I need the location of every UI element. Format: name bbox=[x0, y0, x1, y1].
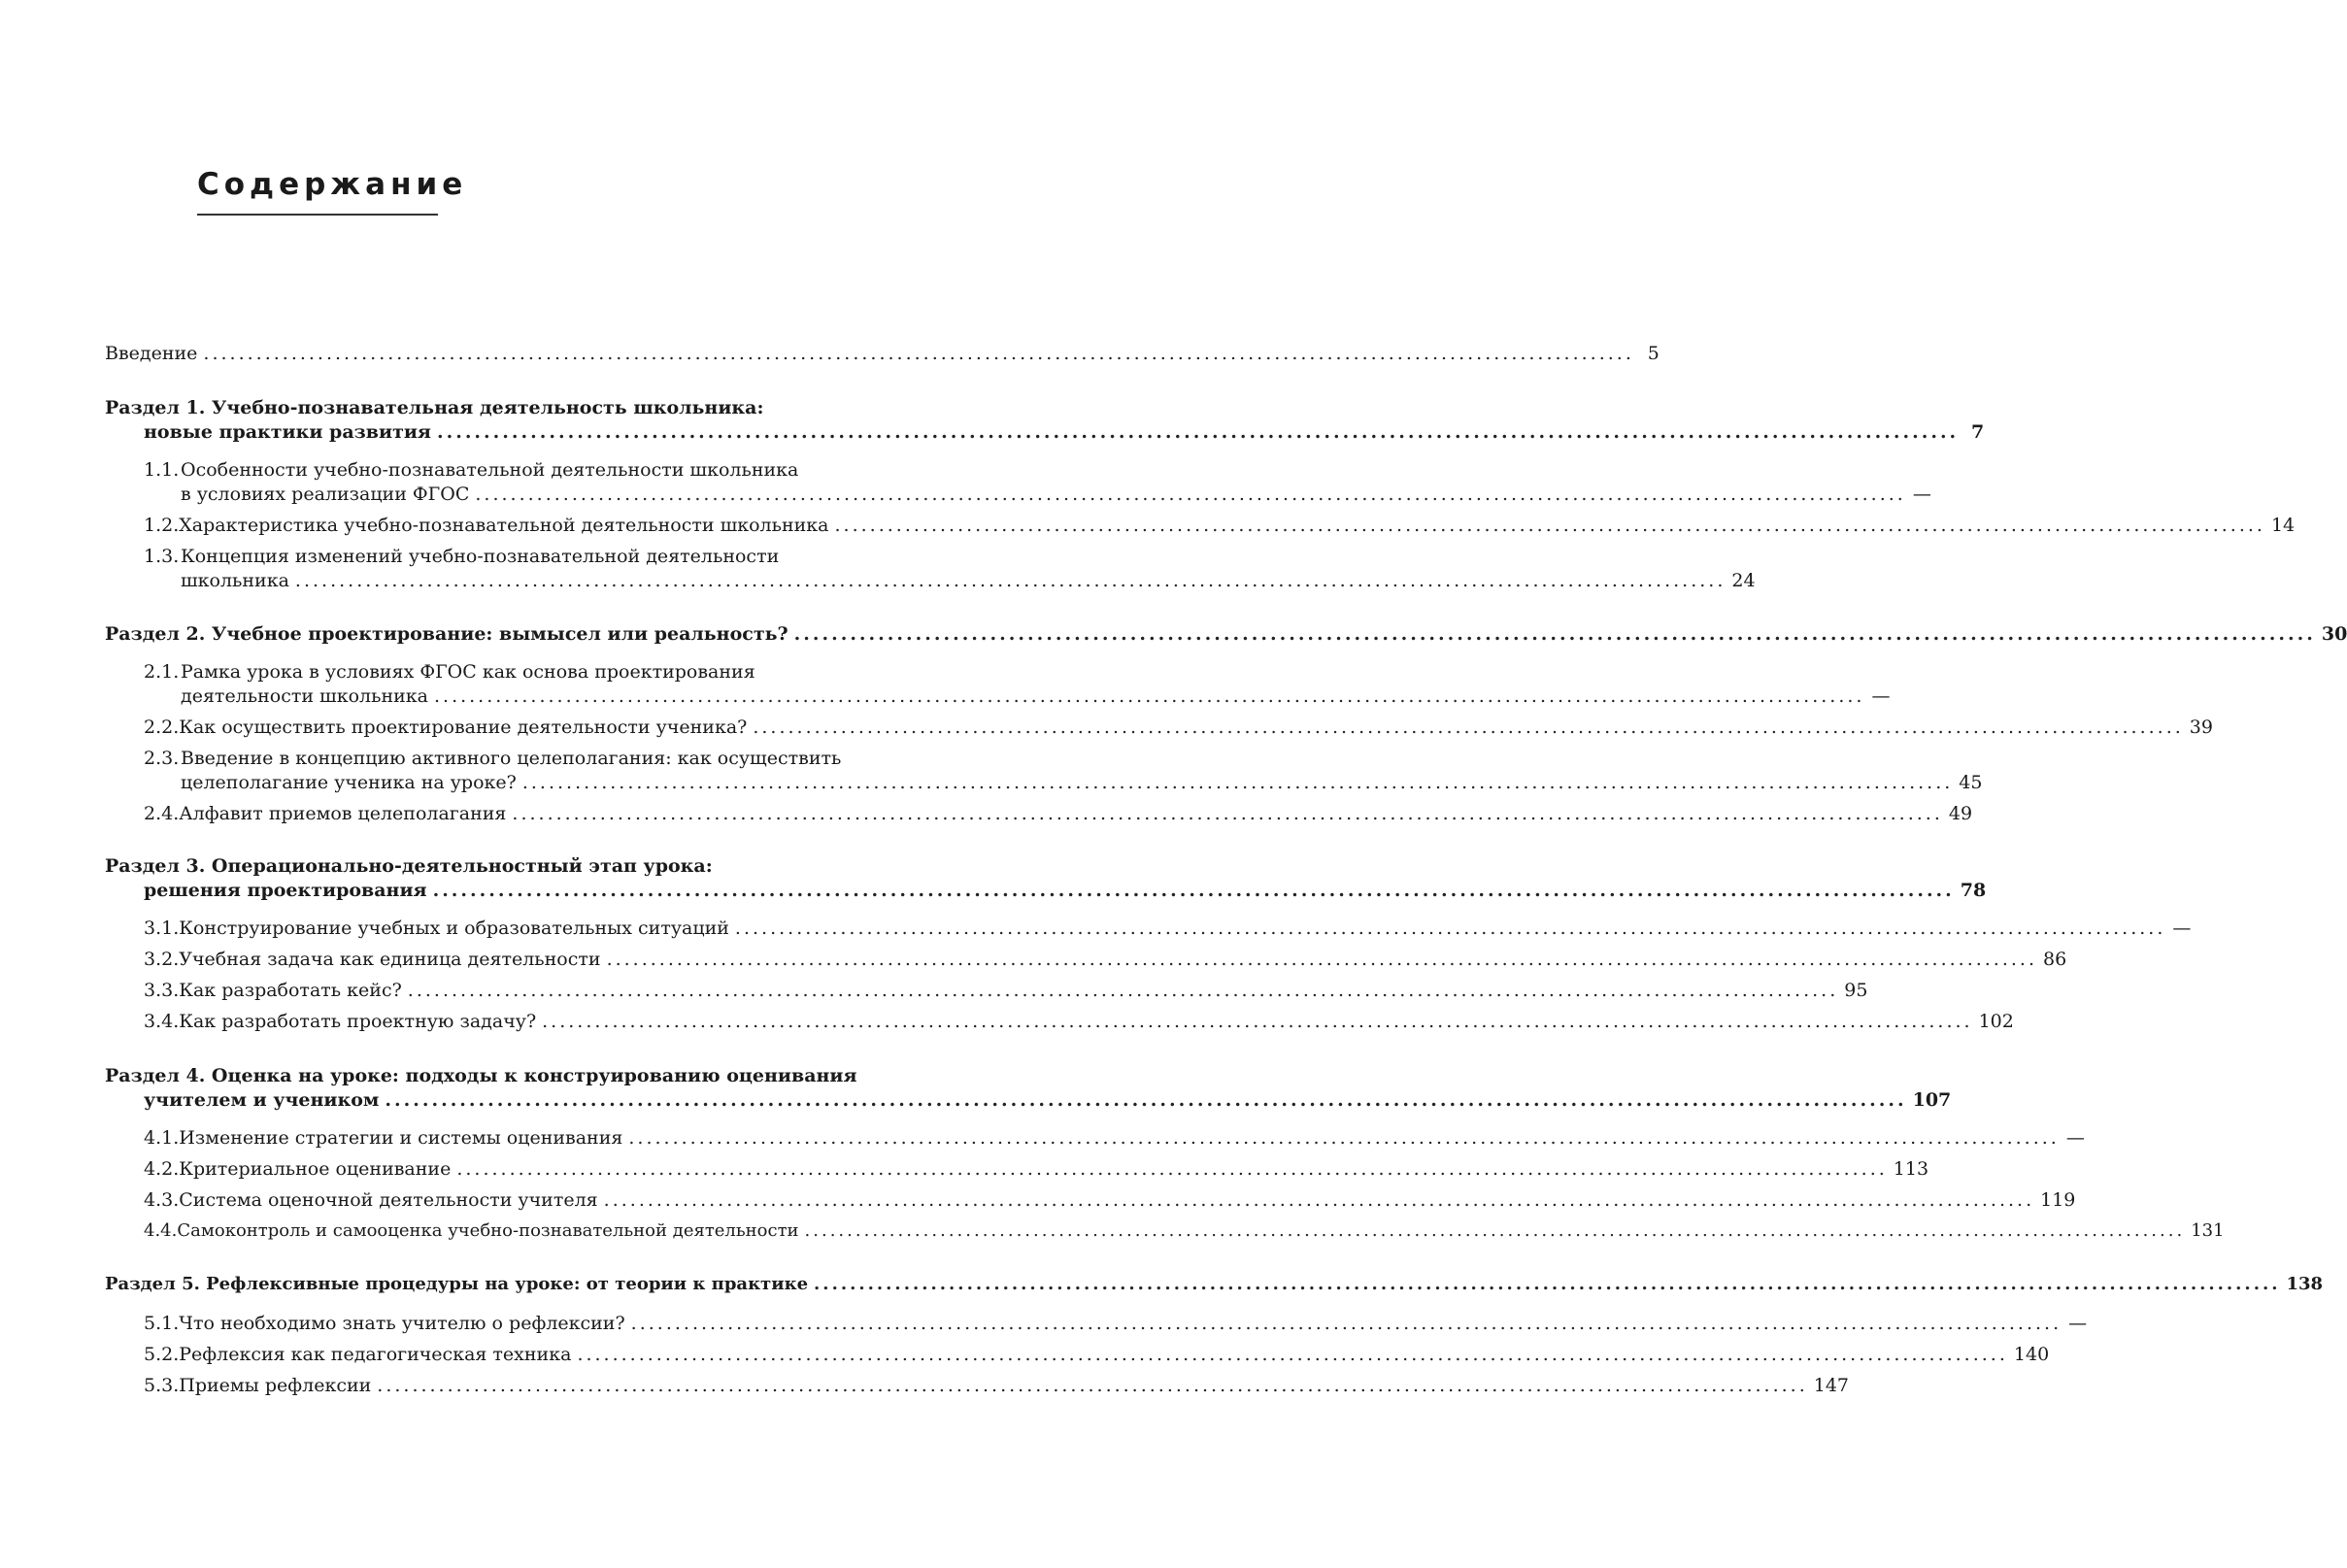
toc-entry-1-3[interactable] bbox=[181, 569, 1756, 592]
entry-label: Изменение стратегии и системы оценивания bbox=[179, 1127, 623, 1149]
toc-entry-introduction[interactable] bbox=[105, 342, 1660, 365]
item-number: 1.2. bbox=[144, 515, 180, 536]
item-number: 2.2. bbox=[144, 717, 180, 738]
item-number: 3.2. bbox=[144, 949, 180, 970]
toc-entry-3-4[interactable] bbox=[144, 1010, 2014, 1033]
entry-label: Алфавит приемов целеполагания bbox=[179, 803, 507, 824]
toc-entry-4-1[interactable] bbox=[144, 1126, 2085, 1150]
page-number: 86 bbox=[2043, 949, 2067, 970]
entry-label: Раздел 2. Учебное проектирование: вымысел или реальность? bbox=[105, 623, 788, 645]
page-number: 39 bbox=[2189, 717, 2213, 738]
page-number: 5 bbox=[1647, 343, 1660, 364]
page-number: 102 bbox=[1978, 1011, 2014, 1032]
page-number: 78 bbox=[1960, 880, 1987, 901]
section-1-heading-line1[interactable]: Раздел 1. Учебно-познавательная деятельность школьника: bbox=[105, 397, 764, 418]
leader-dots: ................................................................................................................................................................... bbox=[456, 1158, 1888, 1180]
page-number: — bbox=[1871, 685, 1891, 707]
page-number: 24 bbox=[1731, 570, 1756, 591]
leader-dots: ................................................................................................................................................................... bbox=[630, 1313, 2062, 1334]
item-number: 3.3. bbox=[144, 980, 180, 1001]
entry-label: решения проектирования bbox=[144, 880, 427, 901]
page-number: 113 bbox=[1893, 1158, 1929, 1180]
leader-dots: ................................................................................................................................................................... bbox=[542, 1011, 1973, 1032]
leader-dots: ................................................................................................................................................................... bbox=[521, 772, 1954, 793]
entry-label: Как разработать кейс? bbox=[179, 980, 402, 1001]
leader-dots: ................................................................................................................................................................... bbox=[834, 515, 2265, 536]
toc-entry-3-2[interactable] bbox=[144, 948, 2067, 971]
page-number: 138 bbox=[2286, 1274, 2324, 1294]
entry-label: Что необходимо знать учителю о рефлексии? bbox=[179, 1313, 625, 1334]
toc-entry-3-3[interactable] bbox=[144, 979, 1868, 1002]
page-number: 131 bbox=[2191, 1220, 2225, 1241]
toc-entry-section-2[interactable] bbox=[105, 622, 2347, 646]
toc-entry-section-3[interactable] bbox=[144, 879, 1987, 902]
leader-dots: ................................................................................................................................................................... bbox=[577, 1344, 2008, 1365]
entry-label: учителем и учеником bbox=[144, 1089, 380, 1111]
leader-dots: ................................................................................................................................................................... bbox=[203, 343, 1634, 364]
entry-label: в условиях реализации ФГОС bbox=[181, 484, 470, 505]
page-number: 14 bbox=[2270, 515, 2296, 536]
item-1-1-line1[interactable]: Особенности учебно-познавательной деятельности школьника bbox=[181, 459, 799, 481]
leader-dots: ................................................................................................................................................................... bbox=[433, 685, 1865, 707]
toc-entry-2-4[interactable] bbox=[144, 802, 1973, 825]
item-number: 5.2. bbox=[144, 1344, 180, 1365]
page-number: 49 bbox=[1948, 803, 1973, 824]
toc-entry-2-3[interactable] bbox=[181, 771, 1983, 794]
item-number: 2.4. bbox=[144, 803, 180, 824]
item-number: 4.1. bbox=[144, 1127, 180, 1149]
entry-label: деятельности школьника bbox=[181, 685, 428, 707]
item-number: 5.3. bbox=[144, 1375, 180, 1396]
entry-label: школьника bbox=[181, 570, 289, 591]
leader-dots: ................................................................................................................................................................... bbox=[432, 880, 1955, 901]
leader-dots: ................................................................................................................................................................... bbox=[804, 1220, 2186, 1241]
item-number: 4.4. bbox=[144, 1220, 178, 1241]
page-number: — bbox=[2172, 917, 2192, 939]
toc-entry-section-5[interactable] bbox=[105, 1273, 2324, 1296]
leader-dots: ................................................................................................................................................................... bbox=[606, 949, 2038, 970]
page-number: 7 bbox=[1970, 421, 1985, 443]
leader-dots: ................................................................................................................................................................... bbox=[385, 1089, 1907, 1111]
entry-label: Самоконтроль и самооценка учебно-познавательной деятельности bbox=[177, 1220, 799, 1241]
page-number: 107 bbox=[1912, 1089, 1952, 1111]
leader-dots: ................................................................................................................................................................... bbox=[377, 1375, 1808, 1396]
section-3-heading-line1[interactable]: Раздел 3. Операционально-деятельностный этап урока: bbox=[105, 855, 713, 877]
page-title: Содержание bbox=[197, 167, 468, 202]
toc-entry-2-1[interactable] bbox=[181, 684, 1891, 708]
item-2-3-line1[interactable]: Введение в концепцию активного целеполагания: как осуществить bbox=[181, 748, 842, 769]
item-number: 4.2. bbox=[144, 1158, 180, 1180]
page-number: — bbox=[2068, 1313, 2088, 1334]
leader-dots: ................................................................................................................................................................... bbox=[753, 717, 2184, 738]
page-number: 95 bbox=[1844, 980, 1868, 1001]
title-underline bbox=[197, 214, 438, 216]
entry-label: целеполагание ученика на уроке? bbox=[181, 772, 517, 793]
item-number: 1.3. bbox=[144, 546, 180, 567]
leader-dots: ................................................................................................................................................................... bbox=[603, 1189, 2035, 1211]
entry-label: Раздел 5. Рефлексивные процедуры на уроке: от теории к практике bbox=[105, 1274, 809, 1294]
entry-label: Приемы рефлексии bbox=[179, 1375, 372, 1396]
toc-entry-4-4[interactable] bbox=[144, 1219, 2225, 1243]
leader-dots: ................................................................................................................................................................... bbox=[814, 1274, 2281, 1294]
page-number: 45 bbox=[1959, 772, 1983, 793]
leader-dots: ................................................................................................................................................................... bbox=[407, 980, 1839, 1001]
item-number: 5.1. bbox=[144, 1313, 180, 1334]
item-number: 3.4. bbox=[144, 1011, 180, 1032]
toc-entry-5-1[interactable] bbox=[144, 1312, 2088, 1335]
entry-label: Рефлексия как педагогическая техника bbox=[179, 1344, 572, 1365]
page-number: — bbox=[1912, 484, 1931, 505]
toc-entry-section-4[interactable] bbox=[144, 1088, 1952, 1112]
leader-dots: ................................................................................................................................................................... bbox=[628, 1127, 2060, 1149]
section-4-heading-line1[interactable]: Раздел 4. Оценка на уроке: подходы к конструированию оценивания bbox=[105, 1065, 857, 1086]
entry-label: Характеристика учебно-познавательной деятельности школьника bbox=[179, 515, 829, 536]
toc-entry-1-1[interactable] bbox=[181, 483, 1931, 506]
entry-label: новые практики развития bbox=[144, 421, 431, 443]
leader-dots: ................................................................................................................................................................... bbox=[436, 421, 1960, 443]
item-1-3-line1[interactable]: Концепция изменений учебно-познавательной деятельности bbox=[181, 546, 780, 567]
page-number: 119 bbox=[2040, 1189, 2076, 1211]
item-number: 2.3. bbox=[144, 748, 180, 769]
leader-dots: ................................................................................................................................................................... bbox=[475, 484, 1906, 505]
toc-entry-2-2[interactable] bbox=[144, 716, 2213, 739]
page-number: 147 bbox=[1813, 1375, 1849, 1396]
page-number: — bbox=[2065, 1127, 2085, 1149]
toc-entry-4-3[interactable] bbox=[144, 1188, 2076, 1212]
leader-dots: ................................................................................................................................................................... bbox=[512, 803, 1943, 824]
toc-entry-5-3[interactable] bbox=[144, 1374, 1849, 1397]
entry-label: Конструирование учебных и образовательных ситуаций bbox=[179, 917, 729, 939]
page-number: 140 bbox=[2013, 1344, 2050, 1365]
toc-entry-section-1[interactable] bbox=[144, 420, 1985, 444]
leader-dots: ................................................................................................................................................................... bbox=[294, 570, 1727, 591]
entry-label: Введение bbox=[105, 343, 198, 364]
item-number: 1.1. bbox=[144, 459, 180, 481]
item-number: 4.3. bbox=[144, 1189, 180, 1211]
toc-entry-3-1[interactable] bbox=[144, 917, 2192, 940]
item-number: 3.1. bbox=[144, 917, 180, 939]
entry-label: Как разработать проектную задачу? bbox=[179, 1011, 537, 1032]
entry-label: Критериальное оценивание bbox=[179, 1158, 452, 1180]
leader-dots: ................................................................................................................................................................... bbox=[734, 917, 2166, 939]
toc-entry-5-2[interactable] bbox=[144, 1343, 2050, 1366]
entry-label: Как осуществить проектирование деятельности ученика? bbox=[179, 717, 748, 738]
entry-label: Система оценочной деятельности учителя bbox=[179, 1189, 598, 1211]
item-number: 2.1. bbox=[144, 661, 180, 683]
toc-entry-4-2[interactable] bbox=[144, 1157, 1929, 1181]
page-number: 30 bbox=[2321, 623, 2347, 645]
entry-label: Учебная задача как единица деятельности bbox=[179, 949, 601, 970]
leader-dots: ................................................................................................................................................................... bbox=[793, 623, 2316, 645]
toc-entry-1-2[interactable] bbox=[144, 514, 2296, 537]
item-2-1-line1[interactable]: Рамка урока в условиях ФГОС как основа проектирования bbox=[181, 661, 755, 683]
